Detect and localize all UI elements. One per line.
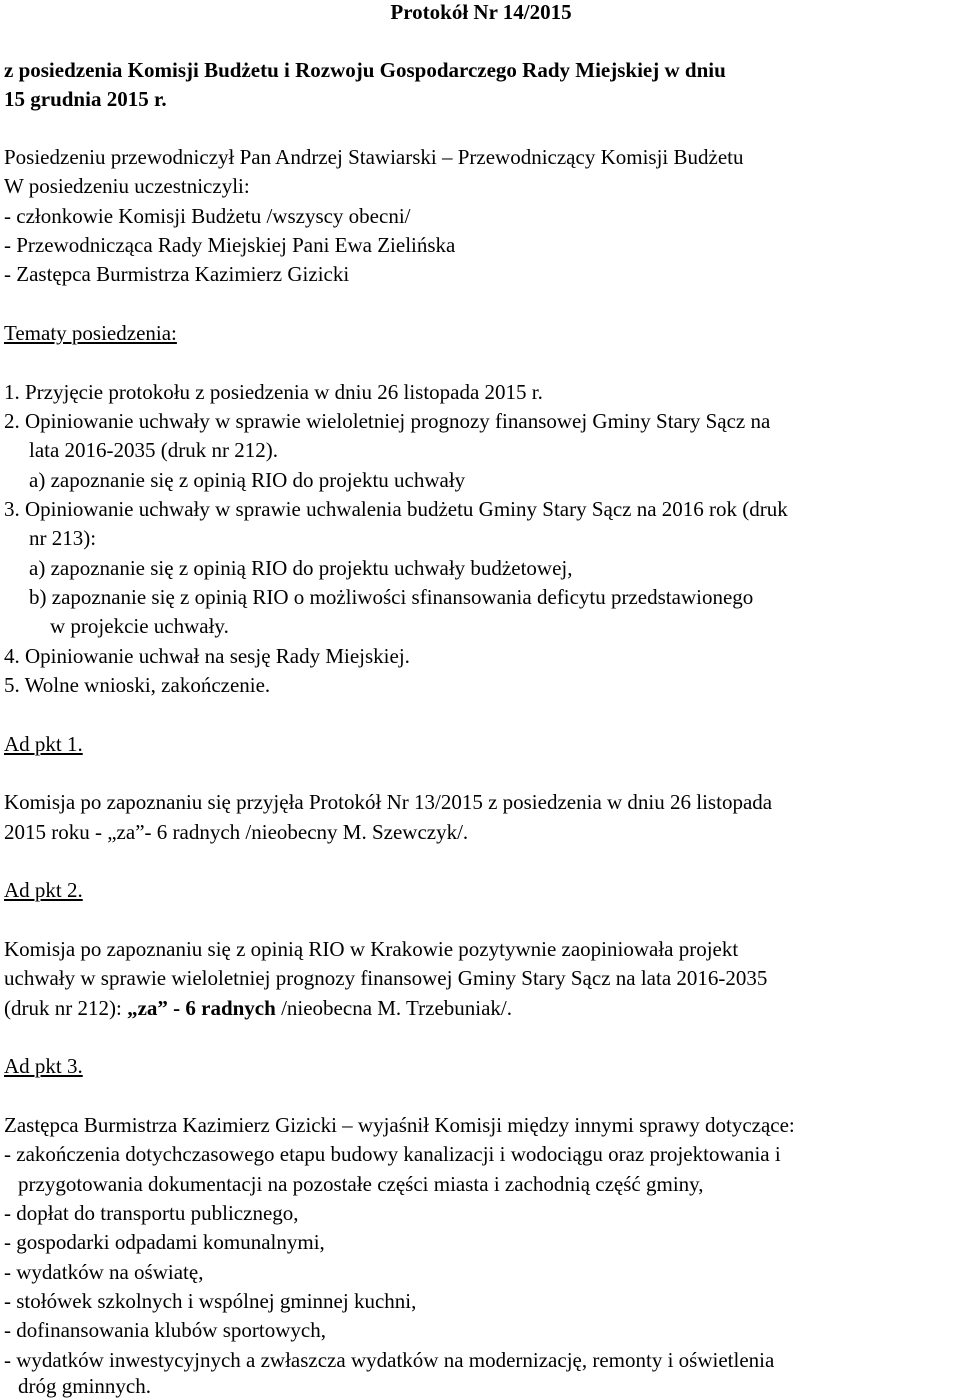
ad-pkt-3-bullet: - stołówek szkolnych i wspólnej gminnej kuchni,: [4, 1289, 417, 1313]
agenda-item: 1. Przyjęcie protokołu z posiedzenia w dniu 26 listopada 2015 r.: [4, 380, 543, 404]
agenda-item-continuation: lata 2016-2035 (druk nr 212).: [29, 438, 279, 462]
agenda-subitem: a) zapoznanie się z opinią RIO do projektu uchwały: [29, 468, 466, 492]
ad-pkt-3-bullet: - dopłat do transportu publicznego,: [4, 1201, 299, 1225]
agenda-subitem: b) zapoznanie się z opinią RIO o możliwości sfinansowania deficytu przedstawionego: [29, 585, 754, 609]
agenda-subitem: a) zapoznanie się z opinią RIO do projektu uchwały budżetowej,: [29, 556, 573, 580]
ad-pkt-3-bullet: - dofinansowania klubów sportowych,: [4, 1318, 326, 1342]
ad-pkt-3-text: Zastępca Burmistrza Kazimierz Gizicki – wyjaśnił Komisji między innymi sprawy dotyczące:: [4, 1113, 795, 1137]
intro-participant: - członkowie Komisji Budżetu /wszyscy obecni/: [4, 204, 411, 228]
intro-chair: Posiedzeniu przewodniczył Pan Andrzej Stawiarski – Przewodniczący Komisji Budżetu: [4, 145, 744, 169]
ad-pkt-2-text: /nieobecna M. Trzebuniak/.: [275, 996, 513, 1020]
agenda-subitem-continuation: w projekcie uchwały.: [50, 614, 229, 638]
agenda-item: 3. Opiniowanie uchwały w sprawie uchwalenia budżetu Gminy Stary Sącz na 2016 rok (druk: [4, 497, 788, 521]
ad-pkt-3-bullet: - zakończenia dotychczasowego etapu budowy kanalizacji i wodociągu oraz projektowania i: [4, 1142, 781, 1166]
ad-pkt-3-heading: Ad pkt 3.: [4, 1054, 83, 1078]
agenda-item: 2. Opiniowanie uchwały w sprawie wieloletniej prognozy finansowej Gminy Stary Sącz na: [4, 409, 771, 433]
vote-result: „za” - 6 radnych: [127, 996, 276, 1020]
ad-pkt-2-heading: Ad pkt 2.: [4, 878, 83, 902]
ad-pkt-3-bullet: - wydatków na oświatę,: [4, 1260, 204, 1284]
agenda-item: 4. Opiniowanie uchwał na sesję Rady Miejskiej.: [4, 644, 410, 668]
ad-pkt-3-bullet: - wydatków inwestycyjnych a zwłaszcza wydatków na modernizację, remonty i oświetlenia: [4, 1348, 775, 1372]
intro-participant: - Przewodnicząca Rady Miejskiej Pani Ewa Zielińska: [4, 233, 456, 257]
document-subtitle-date: 15 grudnia 2015 r.: [4, 87, 167, 111]
document-title: Protokół Nr 14/2015: [390, 0, 572, 24]
intro-participants-label: W posiedzeniu uczestniczyli:: [4, 174, 250, 198]
ad-pkt-3-bullet: - gospodarki odpadami komunalnymi,: [4, 1230, 325, 1254]
ad-pkt-2-text: (druk nr 212):: [4, 996, 128, 1020]
ad-pkt-1-text: Komisja po zapoznaniu się przyjęła Protokół Nr 13/2015 z posiedzenia w dniu 26 listopada: [4, 790, 773, 814]
ad-pkt-3-bullet-continuation: dróg gminnych.: [18, 1374, 151, 1398]
ad-pkt-2-vote-line: [4, 996, 512, 1020]
ad-pkt-3-bullet-continuation: przygotowania dokumentacji na pozostałe części miasta i zachodnią część gminy,: [18, 1172, 704, 1196]
ad-pkt-2-text: Komisja po zapoznaniu się z opinią RIO w Krakowie pozytywnie zaopiniowała projekt: [4, 937, 739, 961]
ad-pkt-1-text: 2015 roku - „za”- 6 radnych /nieobecny M. Szewczyk/.: [4, 820, 469, 844]
document-subtitle: z posiedzenia Komisji Budżetu i Rozwoju Gospodarczego Rady Miejskiej w dniu: [4, 58, 726, 82]
ad-pkt-2-text: uchwały w sprawie wieloletniej prognozy finansowej Gminy Stary Sącz na lata 2016-2035: [4, 966, 768, 990]
agenda-item-continuation: nr 213):: [29, 526, 97, 550]
ad-pkt-1-heading: Ad pkt 1.: [4, 732, 83, 756]
agenda-item: 5. Wolne wnioski, zakończenie.: [4, 673, 271, 697]
topics-heading: Tematy posiedzenia:: [4, 321, 177, 345]
intro-participant: - Zastępca Burmistrza Kazimierz Gizicki: [4, 262, 350, 286]
